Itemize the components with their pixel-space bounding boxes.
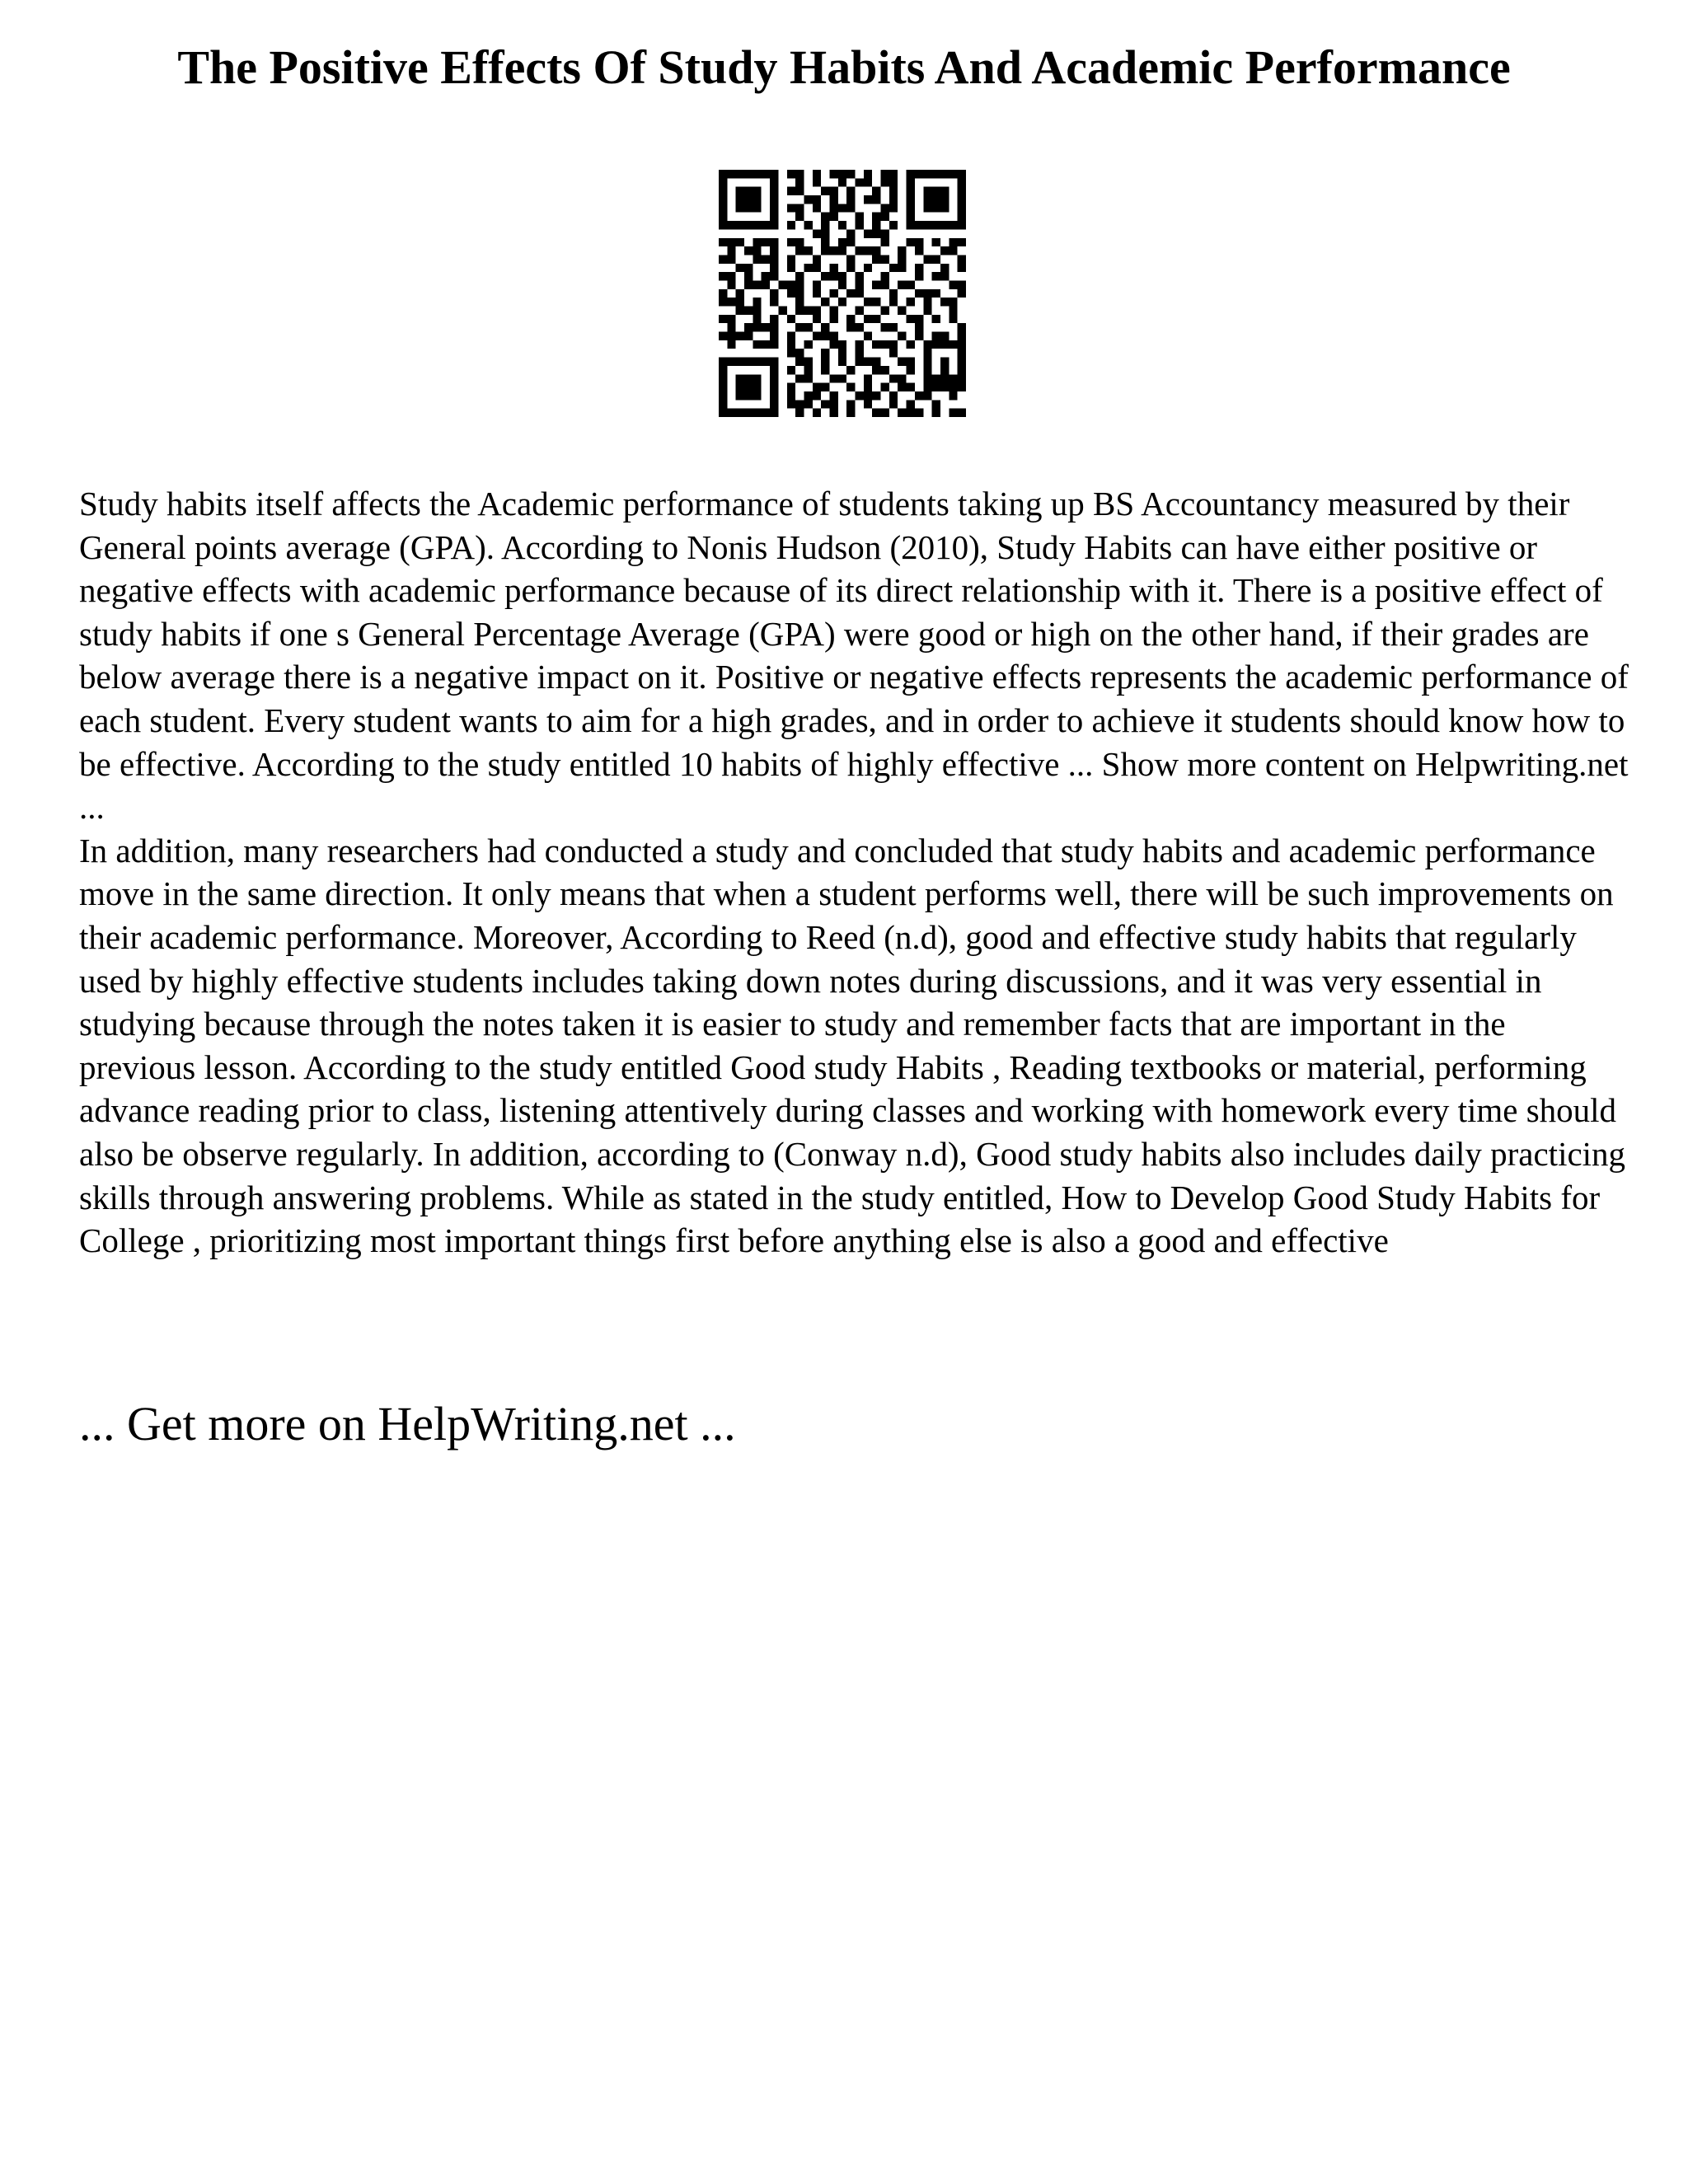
paragraph: Study habits itself affects the Academic performance of students taking up BS Accountancy measured by their General points average (GPA). According to Nonis Hudson (2010), Study Habits can have either positive or negative effects with academic performance because of its direct relationship with it. There is a positive effect of study habits if one s General Percentage Average (GPA) were good or high on the other hand, if their grades are below average there is a negative impact on it. Positive or negative effects represents the academic performance of each student. Every student wants to aim for a high grades, and in order to achieve it students should know how to be effective. According to the study entitled 10 habits of highly effective ... Show more content on Helpwriting.net ... bbox=[79, 485, 1629, 827]
get-more-link[interactable]: ... Get more on HelpWriting.net ... bbox=[79, 1397, 736, 1451]
qr-code-icon bbox=[719, 170, 966, 417]
article-body bbox=[79, 482, 1629, 1263]
paragraph: In addition, many researchers had conducted a study and concluded that study habits and academic performance move in the same direction. It only means that when a student performs well, there will be such improvements on their academic performance. Moreover, According to Reed (n.d), good and effective study habits that regularly used by highly effective students includes taking down notes during discussions, and it was very essential in studying because through the notes taken it is easier to study and remember facts that are important in the previous lesson. According to the study entitled Good study Habits , Reading textbooks or material, performing advance reading prior to class, listening attentively during classes and working with homework every time should also be observe regularly. In addition, according to (Conway n.d), Good study habits also includes daily practicing skills through answering problems. While as stated in the study entitled, How to Develop Good Study Habits for College , prioritizing most important things first before anything else is also a good and effective bbox=[79, 831, 1626, 1260]
document-title: The Positive Effects Of Study Habits And Academic Performance bbox=[177, 40, 1511, 94]
